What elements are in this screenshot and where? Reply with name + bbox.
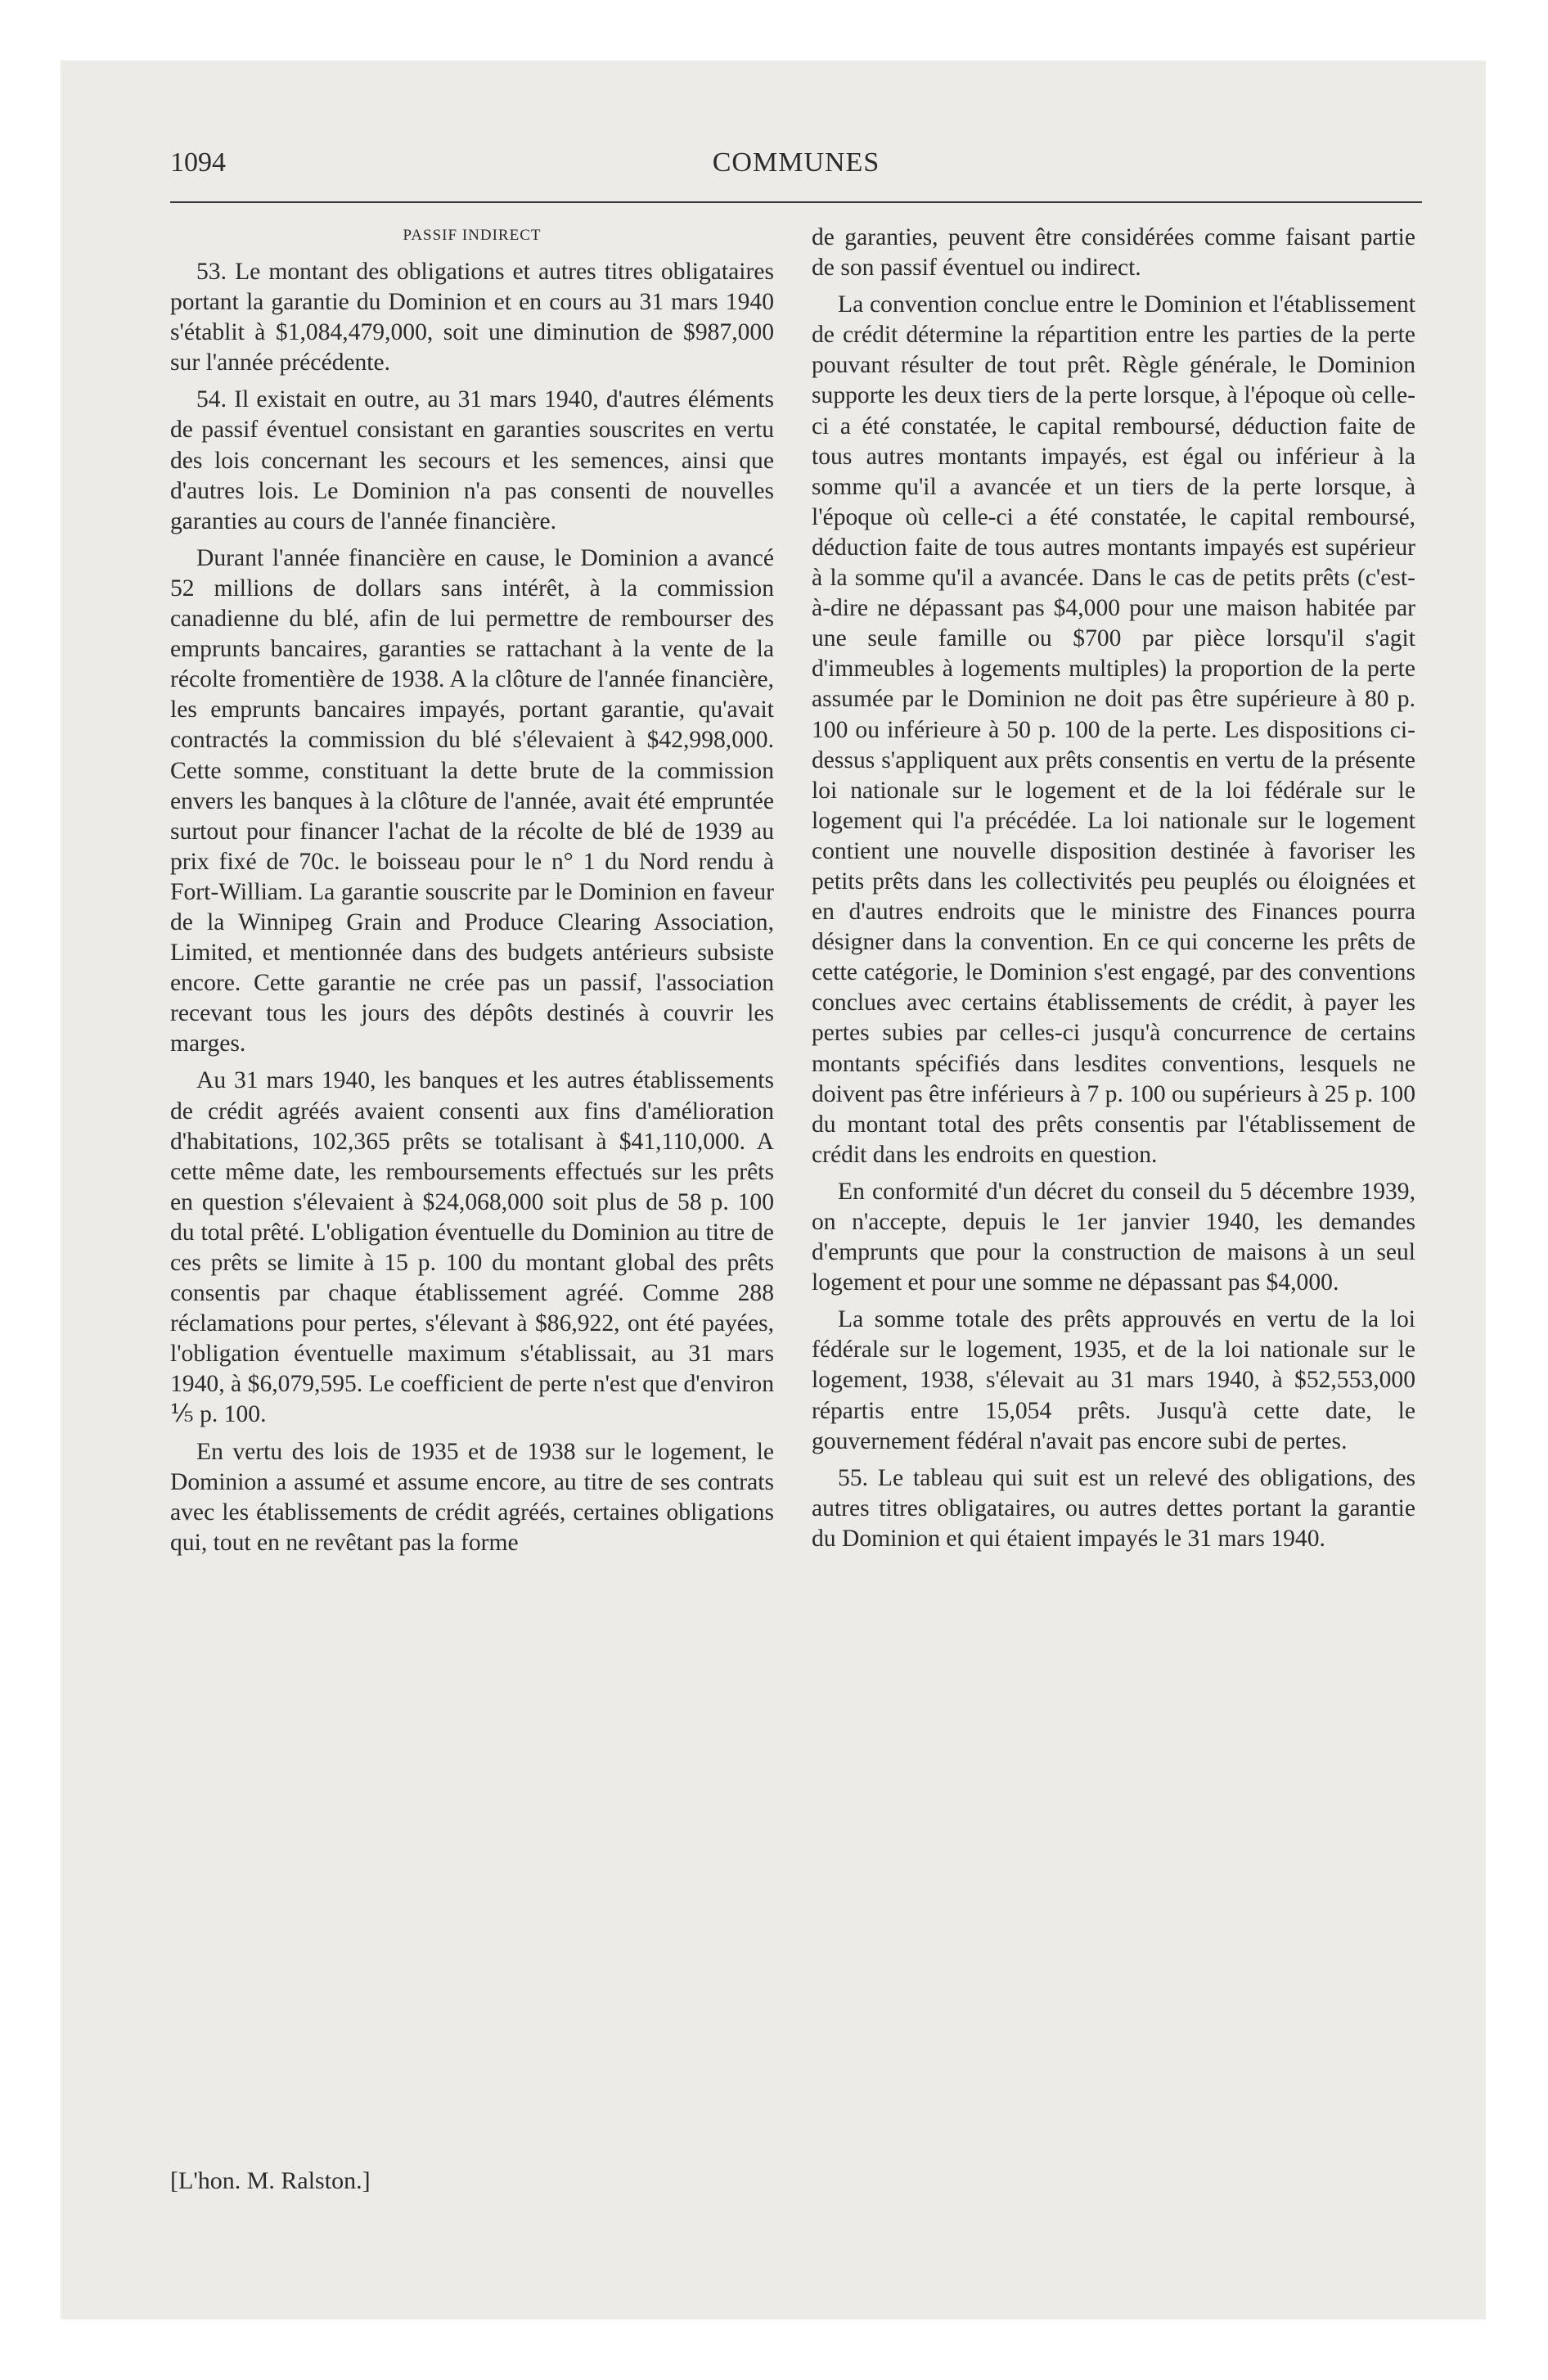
paragraph-loans-total: La somme totale des prêts approuvés en vertu de la loi fédérale sur le logement, 1935, et de la loi nationale sur le logement, 1938, s'élevait au 31 mars 1940, à $52,553,000 répartis entre 15,054 prêts. Jusqu'à cette date, le gouvernement fédéral n'avait pas encore subi de pertes.	[812, 1306, 1415, 1454]
page-number: 1094	[170, 147, 226, 178]
header-rule	[170, 201, 1422, 203]
running-title: COMMUNES	[712, 147, 880, 178]
paragraph-wheat-board: Durant l'année financière en cause, le Dominion a avancé 52 millions de dollars sans intérêt, à la commission canadienne du blé, afin de lui permettre de rembourser des emprunts bancaires, garanties se rattachant à la vente de la récolte fromentière de 1938. A la clôture de l'année financière, les emprunts bancaires impayés, portant garantie, qu'avait contractés la commission du blé s'élevaient à $42,998,000. Cette somme, constituant la dette brute de la commission envers les banques à la clôture de l'année, avait été empruntée surtout pour financer l'achat de la récolte de blé de 1939 au prix fixé de 70c. le boisseau pour le n° 1 du Nord rendu à Fort-William. La garantie souscrite par le Dominion en faveur de la Winnipeg Grain and Produce Clearing Association, Limited, et mentionnée dans des budgets antérieurs subsiste encore. Cette garantie ne crée pas un passif, l'association recevant tous les jours des dépôts destinés à couvrir les marges.	[170, 544, 774, 1057]
paragraph-home-improvement: Au 31 mars 1940, les banques et les autres établissements de crédit agréés avaient consenti aux fins d'amélioration d'habitations, 102,365 prêts se totalisant à $41,110,000. A cette même date, les remboursements effectués sur les prêts en question s'élevaient à $24,068,000 soit plus de 58 p. 100 du total prêté. L'obligation éventuelle du Dominion au titre de ces prêts se limite à 15 p. 100 du montant global des prêts consentis par chaque établissement agréé. Comme 288 réclamations pour pertes, s'élevant à $86,922, ont été payées, l'obligation éventuelle maximum s'établissait, au 31 mars 1940, à $6,079,595. Le coefficient de perte n'est que d'environ ⅕ p. 100.	[170, 1067, 774, 1428]
paragraph-continuation: de garanties, peuvent être considérées comme faisant partie de son passif éventuel ou indirect.	[812, 224, 1415, 282]
paragraph-55: 55. Le tableau qui suit est un relevé des obligations, des autres titres obligataires, ou autres dettes portant la garantie du Dominion et qui étaient impayés le 31 mars 1940.	[812, 1464, 1415, 1552]
section-heading: PASSIF INDIRECT	[403, 227, 542, 244]
paragraph-53: 53. Le montant des obligations et autres titres obligataires portant la garantie du Dominion et en cours au 31 mars 1940 s'établit à $1,084,479,000, soit une diminution de $987,000 sur l'année précédente.	[170, 259, 774, 376]
left-column	[170, 223, 774, 1558]
paragraph-54: 54. Il existait en outre, au 31 mars 1940, d'autres éléments de passif éventuel consistant en garanties souscrites en vertu des lois concernant les secours et les semences, ainsi que d'autres lois. Le Dominion n'a pas consenti de nouvelles garanties au cours de l'année financière.	[170, 386, 774, 534]
right-column	[812, 223, 1415, 1554]
paragraph-order-in-council: En conformité d'un décret du conseil du 5 décembre 1939, on n'accepte, depuis le 1er janvier 1940, les demandes d'emprunts que pour la construction de maisons à un seul logement et pour une somme ne dépassant pas $4,000.	[812, 1178, 1415, 1296]
page-header	[170, 147, 1422, 188]
paragraph-housing-acts: En vertu des lois de 1935 et de 1938 sur le logement, le Dominion a assumé et assume encore, au titre de ses contrats avec les établissements de crédit agréés, certaines obligations qui, tout en ne revêtant pas la forme	[170, 1438, 774, 1556]
paragraph-loss-sharing: La convention conclue entre le Dominion et l'établissement de crédit détermine la répartition entre les parties de la perte pouvant résulter de tout prêt. Règle générale, le Dominion supporte les deux tiers de la perte lorsque, à l'époque où celle-ci a été constatée, le capital remboursé, déduction faite de tous autres montants impayés, est égal ou inférieur à la somme qu'il a avancée et un tiers de la perte lorsque, à l'époque où celle-ci a été constatée, le capital remboursé, déduction faite de tous autres montants impayés est supérieur à la somme qu'il a avancée. Dans le cas de petits prêts (c'est-à-dire ne dépassant pas $4,000 pour une maison habitée par une seule famille ou $700 par pièce lorsqu'il s'agit d'immeubles à logements multiples) la proportion de la perte assumée par le Dominion ne doit pas être supérieure à 80 p. 100 ou inférieure à 50 p. 100 de la perte. Les dispositions ci-dessus s'appliquent aux prêts consentis en vertu de la présente loi nationale sur le logement et de la loi fédérale sur le logement qui l'a précédée. La loi nationale sur le logement contient une nouvelle disposition destinée à favoriser les petits prêts dans les collectivités peu peuplés ou éloignées et en d'autres endroits que le ministre des Finances pourra désigner dans la convention. En ce qui concerne les prêts de cette catégorie, le Dominion s'est engagé, par des conventions conclues avec certains établissements de crédit, à payer les pertes subies par celles-ci jusqu'à concurrence de certains montants spécifiés dans lesdites conventions, lesquels ne doivent pas être inférieurs à 7 p. 100 ou supérieurs à 25 p. 100 du montant total des prêts consentis par l'établissement de crédit dans les endroits en question.	[812, 291, 1415, 1168]
speaker-footer: [L'hon. M. Ralston.]	[170, 2167, 371, 2194]
